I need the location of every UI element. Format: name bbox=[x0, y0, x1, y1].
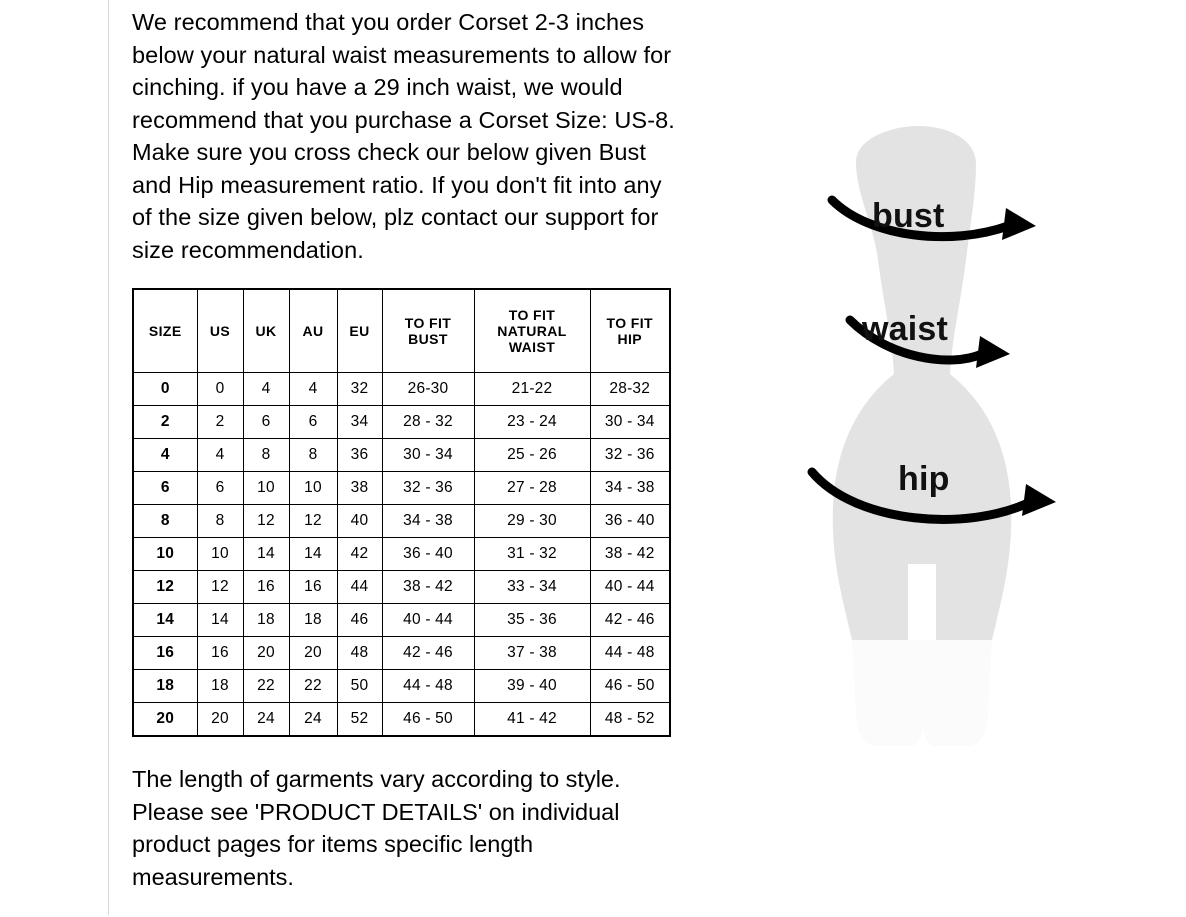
cell-au: 16 bbox=[289, 571, 337, 604]
cell-au: 8 bbox=[289, 439, 337, 472]
table-row bbox=[133, 439, 670, 472]
table-row bbox=[133, 538, 670, 571]
cell-us: 4 bbox=[197, 439, 243, 472]
cell-eu: 34 bbox=[337, 406, 382, 439]
cell-au: 12 bbox=[289, 505, 337, 538]
cell-bust: 38 - 42 bbox=[382, 571, 474, 604]
cell-uk: 18 bbox=[243, 604, 289, 637]
cell-bust: 26-30 bbox=[382, 373, 474, 406]
size-chart-table bbox=[132, 288, 671, 737]
cell-eu: 40 bbox=[337, 505, 382, 538]
cell-size: 10 bbox=[133, 538, 197, 571]
cell-us: 16 bbox=[197, 637, 243, 670]
body-measurement-diagram bbox=[760, 120, 1140, 780]
cell-waist: 39 - 40 bbox=[474, 670, 590, 703]
cell-size: 16 bbox=[133, 637, 197, 670]
cell-eu: 42 bbox=[337, 538, 382, 571]
cell-hip: 32 - 36 bbox=[590, 439, 670, 472]
cell-uk: 24 bbox=[243, 703, 289, 737]
column-header-uk: UK bbox=[243, 289, 289, 373]
cell-uk: 16 bbox=[243, 571, 289, 604]
cell-au: 20 bbox=[289, 637, 337, 670]
cell-us: 8 bbox=[197, 505, 243, 538]
cell-au: 24 bbox=[289, 703, 337, 737]
table-row bbox=[133, 604, 670, 637]
cell-eu: 50 bbox=[337, 670, 382, 703]
cell-au: 4 bbox=[289, 373, 337, 406]
cell-size: 4 bbox=[133, 439, 197, 472]
cell-hip: 38 - 42 bbox=[590, 538, 670, 571]
cell-us: 6 bbox=[197, 472, 243, 505]
cell-uk: 10 bbox=[243, 472, 289, 505]
table-row bbox=[133, 406, 670, 439]
table-row bbox=[133, 472, 670, 505]
outro-paragraph: The length of garments vary according to style. Please see 'PRODUCT DETAILS' on individual product pages for items specific length measurements. bbox=[132, 766, 621, 890]
cell-bust: 36 - 40 bbox=[382, 538, 474, 571]
cell-waist: 41 - 42 bbox=[474, 703, 590, 737]
cell-size: 18 bbox=[133, 670, 197, 703]
cell-bust: 42 - 46 bbox=[382, 637, 474, 670]
cell-hip: 44 - 48 bbox=[590, 637, 670, 670]
cell-eu: 38 bbox=[337, 472, 382, 505]
cell-us: 2 bbox=[197, 406, 243, 439]
cell-hip: 42 - 46 bbox=[590, 604, 670, 637]
cell-waist: 25 - 26 bbox=[474, 439, 590, 472]
cell-uk: 20 bbox=[243, 637, 289, 670]
cell-size: 14 bbox=[133, 604, 197, 637]
cell-waist: 21-22 bbox=[474, 373, 590, 406]
table-header-row bbox=[133, 289, 670, 373]
cell-hip: 48 - 52 bbox=[590, 703, 670, 737]
column-header-size: SIZE bbox=[133, 289, 197, 373]
cell-bust: 40 - 44 bbox=[382, 604, 474, 637]
cell-au: 6 bbox=[289, 406, 337, 439]
cell-eu: 36 bbox=[337, 439, 382, 472]
cell-uk: 22 bbox=[243, 670, 289, 703]
cell-eu: 48 bbox=[337, 637, 382, 670]
column-header-natural-waist: TO FIT NATURAL WAIST bbox=[474, 289, 590, 373]
cell-size: 6 bbox=[133, 472, 197, 505]
table-row bbox=[133, 637, 670, 670]
cell-uk: 12 bbox=[243, 505, 289, 538]
table-row bbox=[133, 373, 670, 406]
table-row bbox=[133, 505, 670, 538]
cell-size: 0 bbox=[133, 373, 197, 406]
column-header-hip: TO FIT HIP bbox=[590, 289, 670, 373]
cell-us: 14 bbox=[197, 604, 243, 637]
cell-hip: 46 - 50 bbox=[590, 670, 670, 703]
text-and-table-column bbox=[132, 0, 692, 917]
cell-size: 2 bbox=[133, 406, 197, 439]
cell-hip: 40 - 44 bbox=[590, 571, 670, 604]
cell-us: 10 bbox=[197, 538, 243, 571]
cell-uk: 14 bbox=[243, 538, 289, 571]
cell-au: 22 bbox=[289, 670, 337, 703]
cell-eu: 52 bbox=[337, 703, 382, 737]
cell-waist: 29 - 30 bbox=[474, 505, 590, 538]
cell-waist: 37 - 38 bbox=[474, 637, 590, 670]
cell-au: 10 bbox=[289, 472, 337, 505]
cell-waist: 23 - 24 bbox=[474, 406, 590, 439]
cell-bust: 30 - 34 bbox=[382, 439, 474, 472]
cell-us: 0 bbox=[197, 373, 243, 406]
cell-waist: 31 - 32 bbox=[474, 538, 590, 571]
hip-label: hip bbox=[898, 460, 950, 498]
cell-eu: 32 bbox=[337, 373, 382, 406]
cell-waist: 35 - 36 bbox=[474, 604, 590, 637]
cell-size: 8 bbox=[133, 505, 197, 538]
cell-eu: 46 bbox=[337, 604, 382, 637]
cell-uk: 8 bbox=[243, 439, 289, 472]
cell-au: 18 bbox=[289, 604, 337, 637]
cell-hip: 36 - 40 bbox=[590, 505, 670, 538]
cell-waist: 33 - 34 bbox=[474, 571, 590, 604]
column-header-eu: EU bbox=[337, 289, 382, 373]
cell-bust: 32 - 36 bbox=[382, 472, 474, 505]
table-row bbox=[133, 571, 670, 604]
cell-eu: 44 bbox=[337, 571, 382, 604]
bust-label: bust bbox=[872, 197, 945, 235]
column-header-us: US bbox=[197, 289, 243, 373]
column-header-bust: TO FIT BUST bbox=[382, 289, 474, 373]
waist-label: waist bbox=[862, 310, 949, 348]
cell-waist: 27 - 28 bbox=[474, 472, 590, 505]
cell-hip: 34 - 38 bbox=[590, 472, 670, 505]
column-header-au: AU bbox=[289, 289, 337, 373]
cell-au: 14 bbox=[289, 538, 337, 571]
cell-us: 12 bbox=[197, 571, 243, 604]
cell-bust: 28 - 32 bbox=[382, 406, 474, 439]
cell-size: 12 bbox=[133, 571, 197, 604]
cell-hip: 30 - 34 bbox=[590, 406, 670, 439]
figure-svg bbox=[760, 120, 1140, 780]
intro-paragraph: We recommend that you order Corset 2-3 inches below your natural waist measurements to allow for cinching. if you have a 29 inch waist, we would recommend that you purchase a Corset Size: US-8. Make sure you cross check our below given Bust and Hip measurement ratio. If you don't fit into any of the size given below, plz contact our support for size recommendation. bbox=[132, 9, 675, 263]
cell-bust: 34 - 38 bbox=[382, 505, 474, 538]
cell-us: 20 bbox=[197, 703, 243, 737]
page-left-divider bbox=[108, 0, 109, 915]
cell-hip: 28-32 bbox=[590, 373, 670, 406]
cell-uk: 6 bbox=[243, 406, 289, 439]
table-row bbox=[133, 670, 670, 703]
cell-bust: 44 - 48 bbox=[382, 670, 474, 703]
cell-size: 20 bbox=[133, 703, 197, 737]
table-row bbox=[133, 703, 670, 737]
cell-uk: 4 bbox=[243, 373, 289, 406]
cell-bust: 46 - 50 bbox=[382, 703, 474, 737]
cell-us: 18 bbox=[197, 670, 243, 703]
